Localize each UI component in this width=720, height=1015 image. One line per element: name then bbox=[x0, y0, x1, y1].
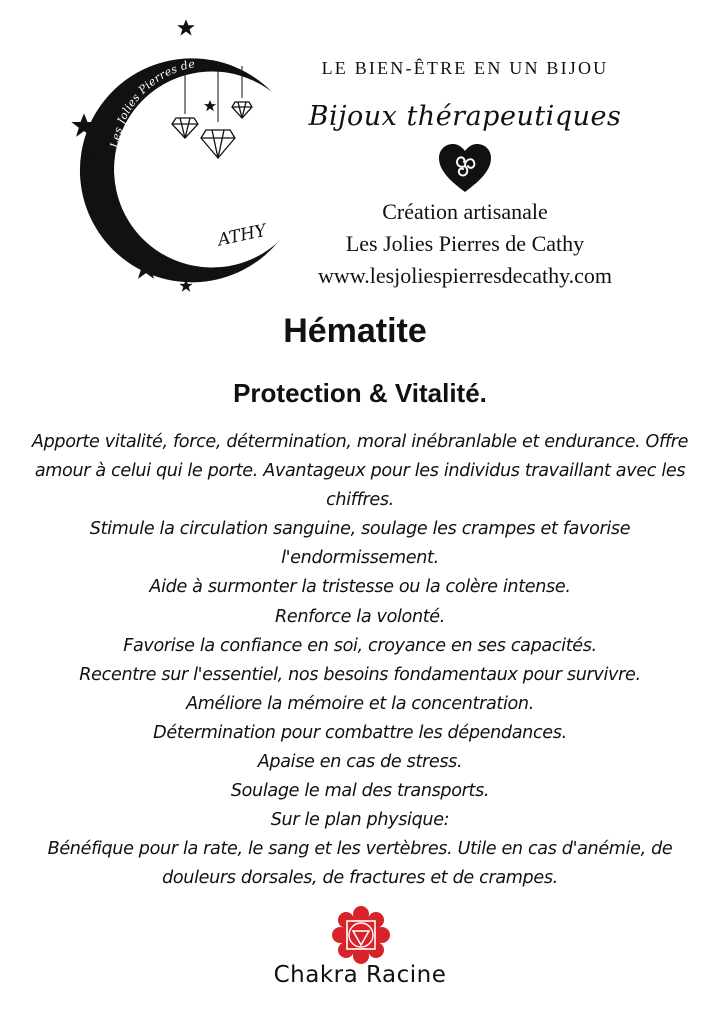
property-line: Stimule la circulation sanguine, soulage les crampes et favorise l'endormissement. bbox=[89, 519, 631, 569]
header-block bbox=[250, 56, 680, 292]
chakra-label: Chakra Racine bbox=[273, 962, 447, 988]
diamond-icon bbox=[172, 118, 198, 138]
property-line: Recentre sur l'essentiel, nos besoins fondamentaux pour survivre. bbox=[79, 664, 641, 685]
script-title: Bijoux thérapeutiques bbox=[308, 101, 622, 132]
logo-arc-text: Les Jolies Pierres de bbox=[108, 57, 197, 149]
stone-name: Hématite bbox=[283, 312, 427, 350]
stone-subtitle: Protection & Vitalité. bbox=[233, 378, 487, 408]
property-line: Aide à surmonter la tristesse ou la colère intense. bbox=[149, 577, 571, 598]
website-link[interactable]: www.lesjoliespierresdecathy.com bbox=[317, 263, 613, 288]
shop-info bbox=[250, 196, 680, 292]
property-line: Améliore la mémoire et la concentration. bbox=[186, 693, 534, 714]
property-line: Sur le plan physique: bbox=[270, 810, 450, 831]
property-line: Apporte vitalité, force, détermination, moral inébranlable et endurance. Offre amour à celui qui le porte. Avantageux pour les individus travaillant avec les chiffres. bbox=[31, 432, 689, 511]
triskelion-heart-icon bbox=[437, 142, 493, 194]
logo-signature: ATHY bbox=[216, 220, 268, 251]
root-chakra-icon bbox=[332, 906, 390, 964]
creation-line: Création artisanale bbox=[382, 199, 548, 224]
property-line: Favorise la confiance en soi, croyance en ses capacités. bbox=[123, 635, 597, 656]
property-line: Renforce la volonté. bbox=[274, 606, 446, 627]
property-line: Bénéfique pour la rate, le sang et les vertèbres. Utile en cas d'anémie, de douleurs dorsales, de fractures et de crampes. bbox=[47, 839, 673, 889]
crescent-moon-icon bbox=[80, 58, 278, 282]
tagline: LE BIEN-ÊTRE EN UN BIJOU bbox=[321, 58, 609, 78]
shop-name: Les Jolies Pierres de Cathy bbox=[345, 231, 585, 256]
diamond-icon bbox=[232, 102, 252, 118]
property-line: Détermination pour combattre les dépendances. bbox=[153, 722, 567, 743]
property-line: Soulage le mal des transports. bbox=[230, 781, 490, 802]
properties-list bbox=[10, 428, 710, 894]
property-line: Apaise en cas de stress. bbox=[257, 752, 463, 773]
diamond-icon bbox=[201, 130, 235, 158]
